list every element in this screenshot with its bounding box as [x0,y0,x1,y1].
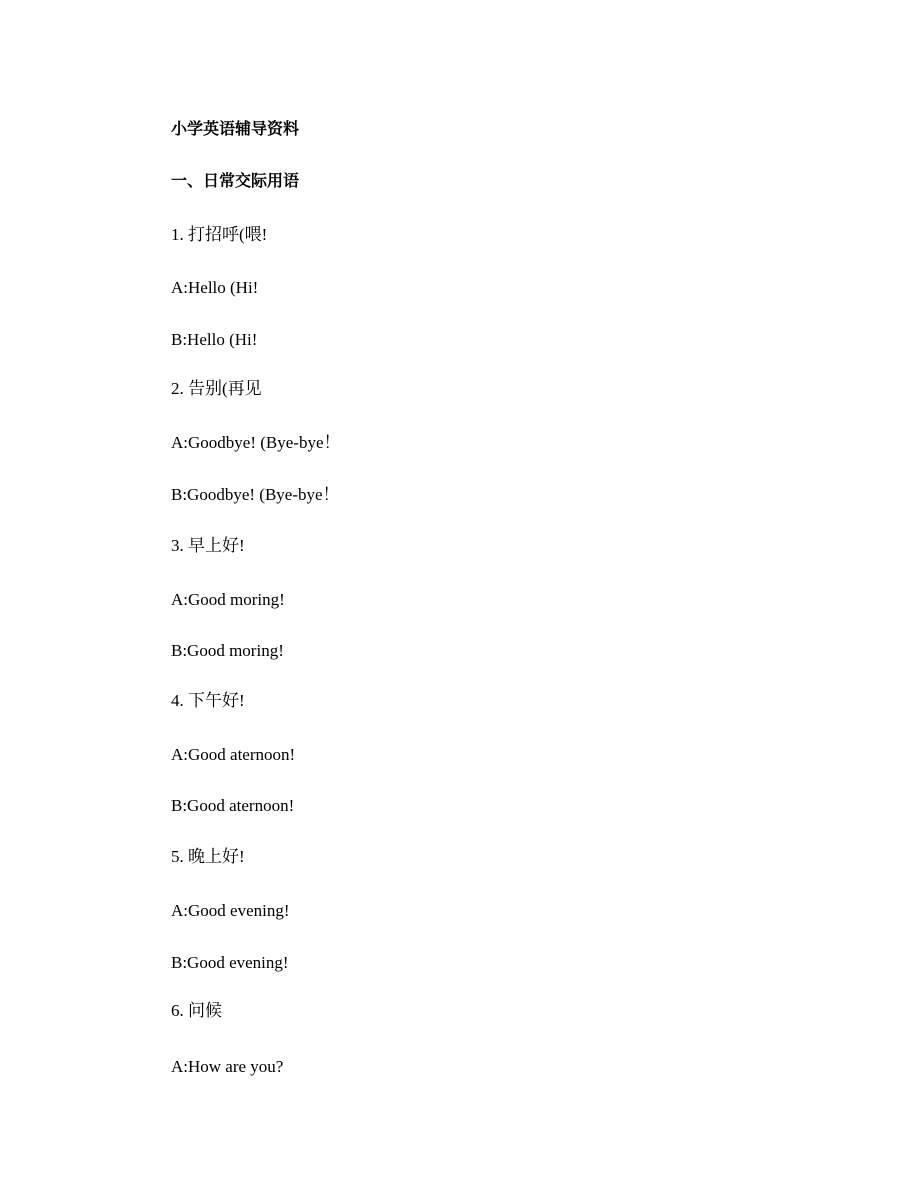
dialogue-line: A:Goodbye! (Bye-bye！ [171,433,341,452]
dialogue-line: A:Good aternoon! [171,745,296,764]
item-heading-greetings: 6. 问候 [171,1001,222,1020]
item-heading-good-morning: 3. 早上好! [171,536,245,555]
dialogue-line: A:Good evening! [171,901,290,920]
item-heading-farewell: 2. 告别(再见 [171,379,262,398]
document-title: 小学英语辅导资料 [171,119,300,138]
dialogue-line: B:Good aternoon! [171,796,295,815]
dialogue-line: B:Goodbye! (Bye-bye！ [171,485,340,504]
dialogue-line: B:Hello (Hi! [171,330,258,349]
dialogue-line: A:Good moring! [171,590,285,609]
item-heading-good-evening: 5. 晚上好! [171,847,245,866]
dialogue-line: B:Good moring! [171,641,284,660]
dialogue-line: A:How are you? [171,1057,284,1076]
dialogue-line: B:Good evening! [171,953,289,972]
section-heading: 一、日常交际用语 [171,171,300,190]
item-heading-greeting: 1. 打招呼(喂! [171,225,268,244]
dialogue-line: A:Hello (Hi! [171,278,259,297]
item-heading-good-afternoon: 4. 下午好! [171,691,245,710]
